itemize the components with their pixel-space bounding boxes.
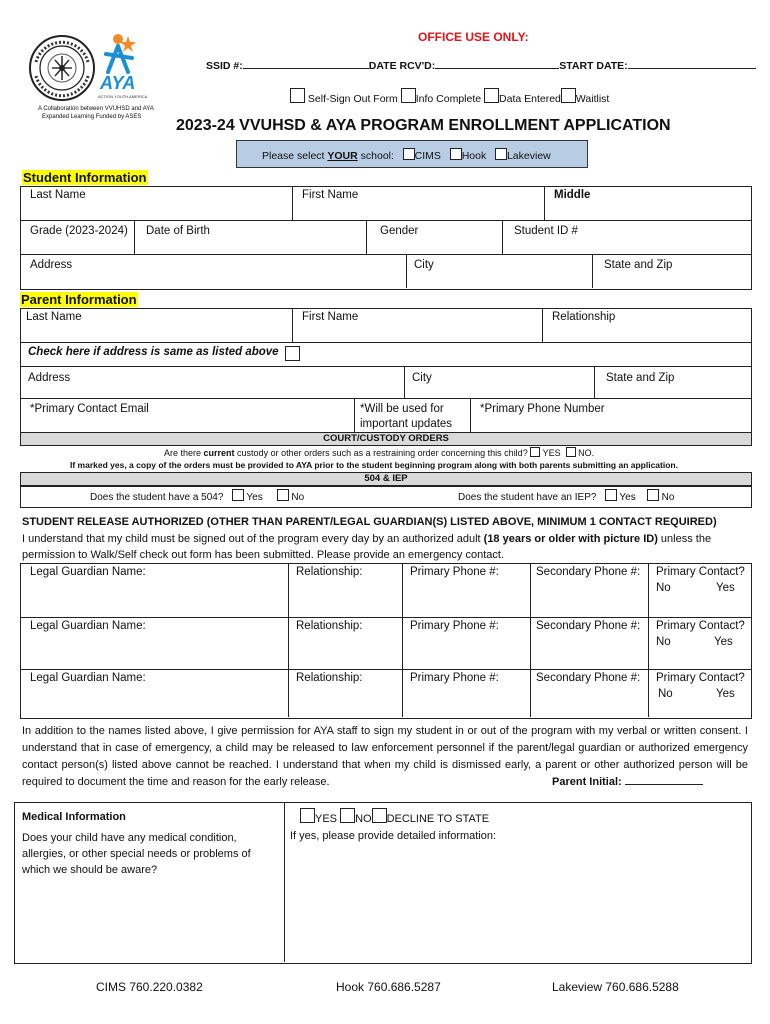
student-gender-label: Gender <box>380 225 419 237</box>
secondary-phone-3-label: Secondary Phone #: <box>536 672 641 684</box>
custody-no-label: NO. <box>578 448 595 458</box>
footer-lakeview: Lakeview 760.686.5288 <box>552 980 679 994</box>
ssid-label: SSID #: <box>206 60 243 72</box>
custody-question: Are there current custody or other orders such as a restraining order concerning this child? YES NO. <box>164 448 595 458</box>
primary-phone-1-label: Primary Phone #: <box>410 566 499 578</box>
permission-text: In addition to the names listed above, I give permission for AYA staff to sign my student in or out of the program with my verbal or written consent. I understand that in case of emergency, a child may be released to law enforcement personnel if the parent/legal guardian or authorized emergency contact person(s) listed above cannot be reached. I understand that when my child is dismissed early, a parent or other authorized person will be required to document the time and reason for the early release. <box>22 725 748 788</box>
primary-contact-1-yes[interactable]: Yes <box>716 582 735 594</box>
self-sign-out-label: Self-Sign Out Form <box>307 93 398 105</box>
primary-phone-2-label: Primary Phone #: <box>410 620 499 632</box>
hook-label: Hook <box>461 150 487 162</box>
iep-yes-checkbox[interactable] <box>605 489 617 501</box>
primary-contact-3-yes[interactable]: Yes <box>716 688 735 700</box>
same-address-label: Check here if address is same as listed above <box>28 346 279 358</box>
guardian-2-label: Legal Guardian Name: <box>30 620 146 632</box>
date-rcvd-label: DATE RCV'D: <box>368 60 436 72</box>
primary-phone-3-label: Primary Phone #: <box>410 672 499 684</box>
parent-address-label: Address <box>28 372 71 384</box>
primary-email-label: *Primary Contact Email <box>30 403 149 415</box>
secondary-phone-1-label: Secondary Phone #: <box>536 566 641 578</box>
data-entered-label: Data Entered <box>499 93 561 105</box>
student-info-table <box>20 186 752 290</box>
ssid-field[interactable] <box>243 58 369 69</box>
parent-initial-row <box>552 774 703 788</box>
parent-last-name-label: Last Name <box>26 311 82 323</box>
medical-details-label: If yes, please provide detailed information: <box>290 830 497 842</box>
office-use-title: OFFICE USE ONLY: <box>418 30 529 44</box>
aya-logo <box>98 32 148 104</box>
footer-cims: CIMS 760.220.0382 <box>96 980 203 994</box>
self-sign-out-checkbox[interactable] <box>290 88 305 103</box>
student-last-name-label: Last Name <box>30 189 86 201</box>
student-id-label: Student ID # <box>514 225 578 237</box>
parent-state-zip-label: State and Zip <box>606 372 675 384</box>
secondary-phone-2-label: Secondary Phone #: <box>536 620 641 632</box>
aya-wordmark: AYA <box>100 73 136 93</box>
release-text: I understand that my child must be signed out of the program every day by an authorized adult (18 years or older with picture ID) unless the permission to Walk/Self check out form has been submitted. Please provide an emergency contact. <box>22 533 712 561</box>
parent-city-label: City <box>412 372 432 384</box>
qiep-label: Does the student have an IEP? <box>458 492 597 503</box>
office-checks-row <box>290 88 609 105</box>
medical-no-checkbox[interactable] <box>340 808 355 823</box>
custody-heading: COURT/CUSTODY ORDERS <box>20 432 752 446</box>
lakeview-checkbox[interactable] <box>495 148 507 160</box>
504-yes-label: Yes <box>246 492 263 503</box>
info-complete-label: Info Complete <box>415 93 482 105</box>
date-rcvd-field[interactable] <box>435 58 559 69</box>
primary-contact-3-no[interactable]: No <box>658 688 673 700</box>
iep-504-heading: 504 & IEP <box>20 472 752 486</box>
primary-contact-3-label: Primary Contact? <box>656 672 745 684</box>
medical-options-row <box>300 808 489 825</box>
504-no-checkbox[interactable] <box>277 489 289 501</box>
student-city-label: City <box>414 259 434 271</box>
data-entered-checkbox[interactable] <box>484 88 499 103</box>
office-fields-row <box>206 58 756 72</box>
parent-initial-field[interactable] <box>625 774 703 785</box>
q504-label: Does the student have a 504? <box>90 492 224 503</box>
school-prompt: Please select YOUR school: <box>262 150 394 162</box>
504-yes-checkbox[interactable] <box>232 489 244 501</box>
waitlist-label: Waitlist <box>575 93 610 105</box>
primary-contact-2-yes[interactable]: Yes <box>714 636 733 648</box>
primary-contact-1-label: Primary Contact? <box>656 566 745 578</box>
iep-yes-label: Yes <box>619 492 636 503</box>
medical-yes-checkbox[interactable] <box>300 808 315 823</box>
guardian-3-label: Legal Guardian Name: <box>30 672 146 684</box>
medical-table <box>14 802 752 964</box>
medical-decline-label: DECLINE TO STATE <box>386 813 490 825</box>
relationship-3-label: Relationship: <box>296 672 363 684</box>
cims-label: CIMS <box>414 150 441 162</box>
cims-checkbox[interactable] <box>403 148 415 160</box>
student-address-label: Address <box>30 259 73 271</box>
custody-note: If marked yes, a copy of the orders must be provided to AYA prior to the student beginning program along with both parents submitting an application. <box>70 460 678 470</box>
release-table <box>20 563 752 719</box>
footer-hook: Hook 760.686.5287 <box>336 980 441 994</box>
relationship-2-label: Relationship: <box>296 620 363 632</box>
primary-contact-1-no[interactable]: No <box>656 582 671 594</box>
primary-contact-2-no[interactable]: No <box>656 636 671 648</box>
start-date-field[interactable] <box>628 58 756 69</box>
aya-subtitle: ACTION YOUTH AMERICA <box>98 94 148 99</box>
used-for-line-1: *Will be used for <box>360 403 444 415</box>
form-title: 2023-24 VVUHSD & AYA PROGRAM ENROLLMENT APPLICATION <box>176 117 671 134</box>
student-state-zip-label: State and Zip <box>604 259 673 271</box>
student-first-name-label: First Name <box>302 189 359 201</box>
q504-row <box>90 489 304 503</box>
student-grade-label: Grade (2023-2024) <box>30 225 128 237</box>
medical-yes-label: YES <box>315 813 338 825</box>
same-address-checkbox[interactable] <box>285 346 300 361</box>
collab-line-2: Expanded Learning Funded by ASES <box>42 114 142 120</box>
collab-line-1: A Collaboration between VVUHSD and AYA <box>38 106 154 112</box>
school-select-row <box>262 148 551 162</box>
iep-no-checkbox[interactable] <box>647 489 659 501</box>
hook-checkbox[interactable] <box>450 148 462 160</box>
iep-no-label: No <box>661 492 675 503</box>
medical-decline-checkbox[interactable] <box>372 808 387 823</box>
waitlist-checkbox[interactable] <box>561 88 576 103</box>
district-seal-logo <box>28 34 96 102</box>
lakeview-label: Lakeview <box>506 150 551 162</box>
parent-relationship-label: Relationship <box>552 311 616 323</box>
custody-yes-checkbox[interactable] <box>530 447 540 457</box>
qiep-row <box>458 489 674 503</box>
medical-no-label: NO <box>355 813 372 825</box>
student-middle-label: Middle <box>554 189 591 201</box>
custody-no-checkbox[interactable] <box>566 447 576 457</box>
parent-info-heading: Parent Information <box>21 292 137 307</box>
primary-phone-label: *Primary Phone Number <box>480 403 605 415</box>
used-for-line-2: important updates <box>360 418 453 430</box>
custody-yes-label: YES <box>542 448 561 458</box>
student-info-heading: Student Information <box>23 170 147 185</box>
info-complete-checkbox[interactable] <box>401 88 416 103</box>
guardian-1-label: Legal Guardian Name: <box>30 566 146 578</box>
medical-heading: Medical Information <box>22 811 126 823</box>
primary-contact-2-label: Primary Contact? <box>656 620 745 632</box>
parent-initial-label: Parent Initial: <box>552 776 622 788</box>
parent-info-table <box>20 308 752 434</box>
relationship-1-label: Relationship: <box>296 566 363 578</box>
release-heading: STUDENT RELEASE AUTHORIZED (OTHER THAN PARENT/LEGAL GUARDIAN(S) LISTED ABOVE, MINIMUM 1 CONTACT REQUIRED) <box>22 516 717 528</box>
medical-question: Does your child have any medical condition, allergies, or other special needs or problems of which we should be aware? <box>22 832 251 876</box>
504-no-label: No <box>291 492 305 503</box>
parent-first-name-label: First Name <box>302 311 359 323</box>
start-date-label: START DATE: <box>559 60 628 72</box>
student-dob-label: Date of Birth <box>146 225 210 237</box>
